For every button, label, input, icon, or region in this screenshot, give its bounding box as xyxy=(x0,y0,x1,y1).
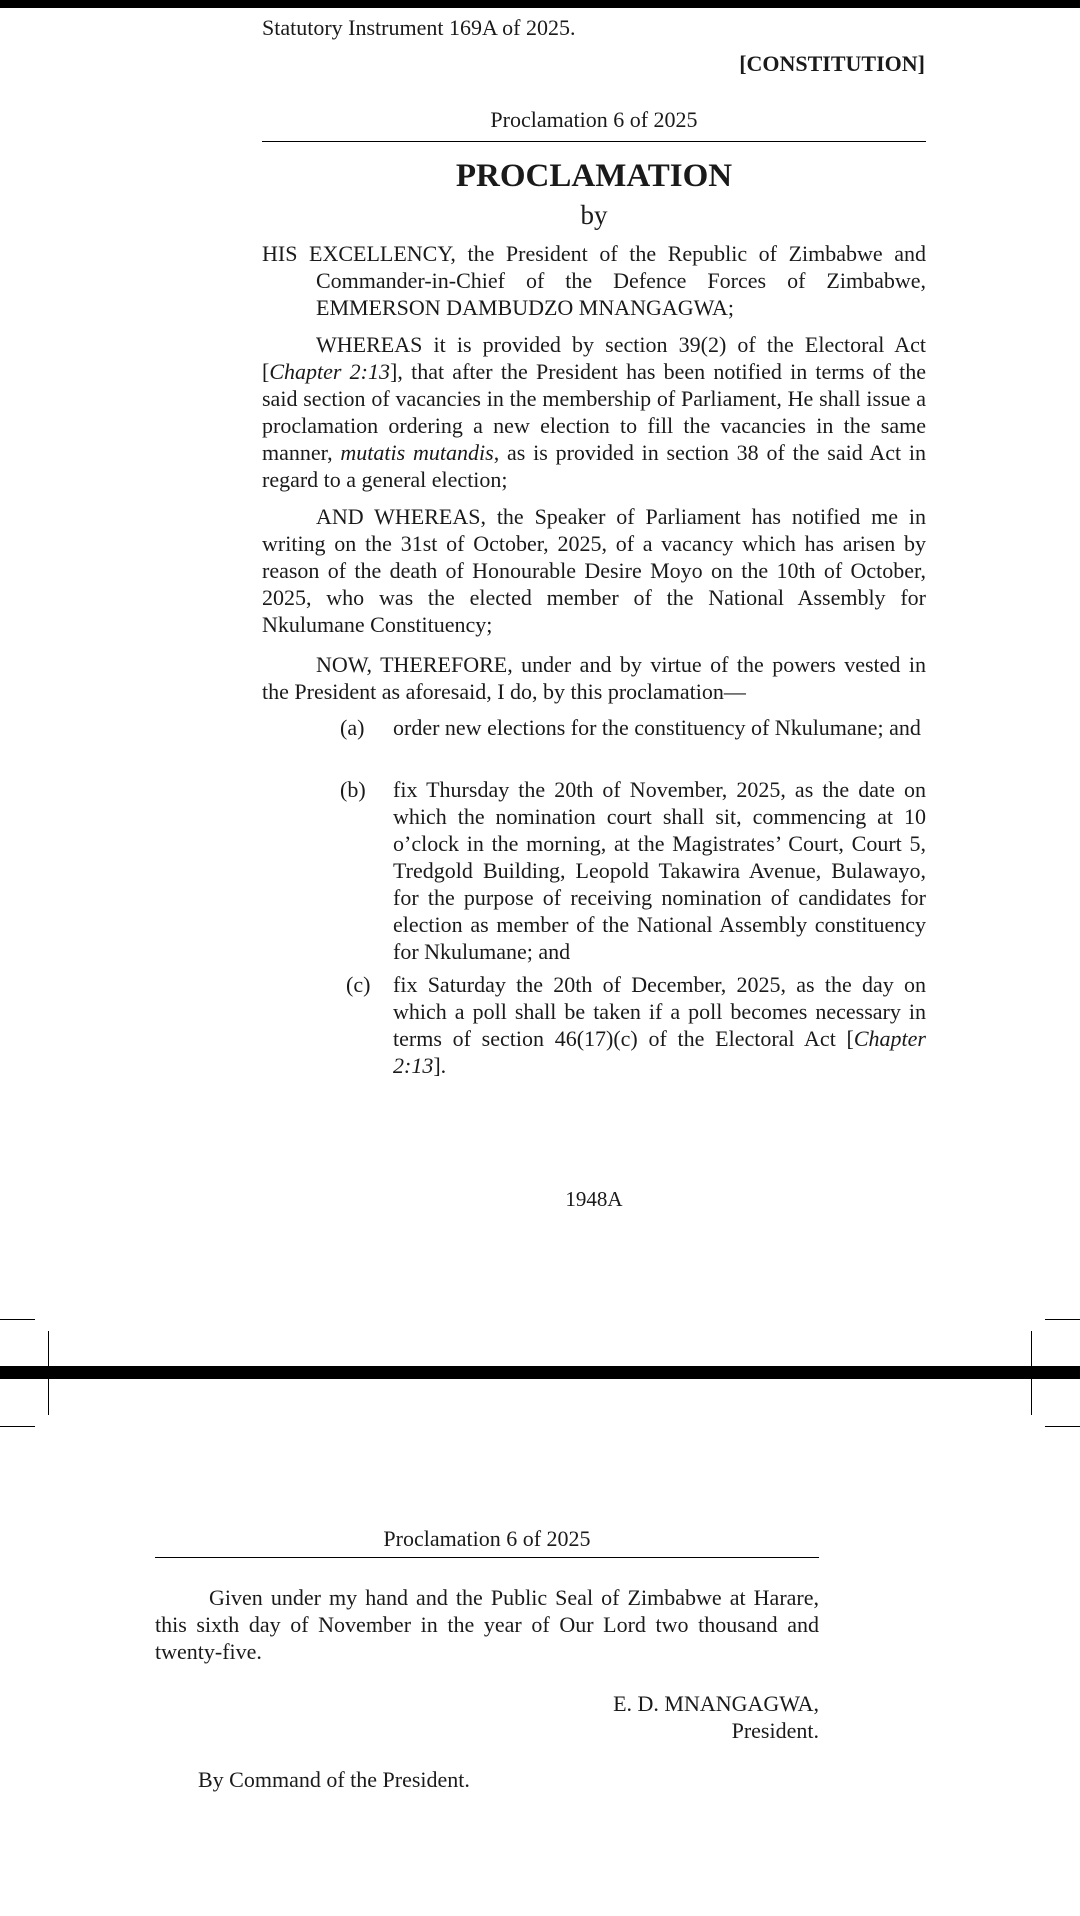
item-text xyxy=(393,971,926,1079)
signature-block xyxy=(155,1690,819,1744)
latin-phrase: mutatis mutandis xyxy=(340,440,494,465)
item-label: (c) xyxy=(346,972,371,997)
category-label: [CONSTITUTION] xyxy=(739,51,925,76)
excellency-paragraph: HIS EXCELLENCY, the President of the Republic of Zimbabwe and Commander-in-Chief of the Defence Forces of Zimbabwe, EMMERSON DAMBUDZO MNANGAGWA; xyxy=(262,241,926,320)
top-page-bar xyxy=(0,0,1080,8)
item-text-part: fix Saturday the 20th of December, 2025, as the day on which a poll shall be taken if a poll becomes necessary in terms of section 46(17)(c) of the Electoral Act [ xyxy=(393,972,926,1051)
title-by: by xyxy=(580,200,608,230)
proclamation-number: Proclamation 6 of 2025 xyxy=(490,107,698,132)
item-label: (a) xyxy=(340,715,365,740)
crop-mark xyxy=(0,1319,35,1320)
signatory-name: E. D. MNANGAGWA, xyxy=(613,1691,819,1716)
whereas-paragraph xyxy=(262,331,926,493)
whereas-text: , as is provided in section 38 of the said Act in regard to a general election; xyxy=(262,440,927,492)
header-rule xyxy=(155,1557,819,1558)
crop-mark xyxy=(1045,1319,1080,1320)
crop-mark xyxy=(1045,1426,1080,1427)
whereas-text: ], that after the President has been notified in terms of the said section of vacancies in the membership of Parliament, He shall issue a proclamation ordering a new election to fill the vacancies in the same manner, xyxy=(262,359,926,465)
page-divider-bar xyxy=(0,1366,1080,1379)
crop-mark xyxy=(1031,1331,1032,1415)
chapter-reference: Chapter 2:13 xyxy=(269,359,391,384)
by-command-line: By Command of the President. xyxy=(198,1767,470,1792)
proclamation-number: Proclamation 6 of 2025 xyxy=(383,1526,591,1551)
chapter-reference: Chapter 2:13 xyxy=(393,1026,926,1078)
page-number: 1948A xyxy=(565,1187,623,1211)
header-rule xyxy=(262,141,926,142)
item-text: fix Thursday the 20th of November, 2025, as the date on which the nomination court shall sit, commencing at 10 o’clock in the morning, at the Magistrates’ Court, Court 5, Tredgold Building, Leopold Takawira Avenue, Bulawayo, for the purpose of receiving nomination of candidates for election as member of the National Assembly constituency for Nkulumane; and xyxy=(393,777,926,964)
now-therefore-paragraph: NOW, THEREFORE, under and by virtue of the powers vested in the President as aforesaid, I do, by this proclamation— xyxy=(262,652,926,704)
crop-mark xyxy=(48,1331,49,1415)
document-title: PROCLAMATION xyxy=(455,158,733,194)
statutory-instrument-line: Statutory Instrument 169A of 2025. xyxy=(262,15,576,40)
item-text-part: ]. xyxy=(433,1053,447,1078)
whereas-text: WHEREAS it is provided by section 39(2) of the Electoral Act [ xyxy=(262,332,926,384)
given-under-hand-paragraph: Given under my hand and the Public Seal of Zimbabwe at Harare, this sixth day of November in the year of Our Lord two thousand and twenty-five. xyxy=(155,1585,819,1664)
item-label: (b) xyxy=(340,777,366,802)
crop-mark xyxy=(0,1426,35,1427)
signatory-title: President. xyxy=(731,1718,819,1743)
and-whereas-paragraph: AND WHEREAS, the Speaker of Parliament has notified me in writing on the 31st of October, 2025, of a vacancy which has arisen by reason of the death of Honourable Desire Moyo on the 10th of October, 2025, who was the elected member of the National Assembly for Nkulumane Constituency; xyxy=(262,504,926,637)
item-text: order new elections for the constituency of Nkulumane; and xyxy=(393,715,921,740)
